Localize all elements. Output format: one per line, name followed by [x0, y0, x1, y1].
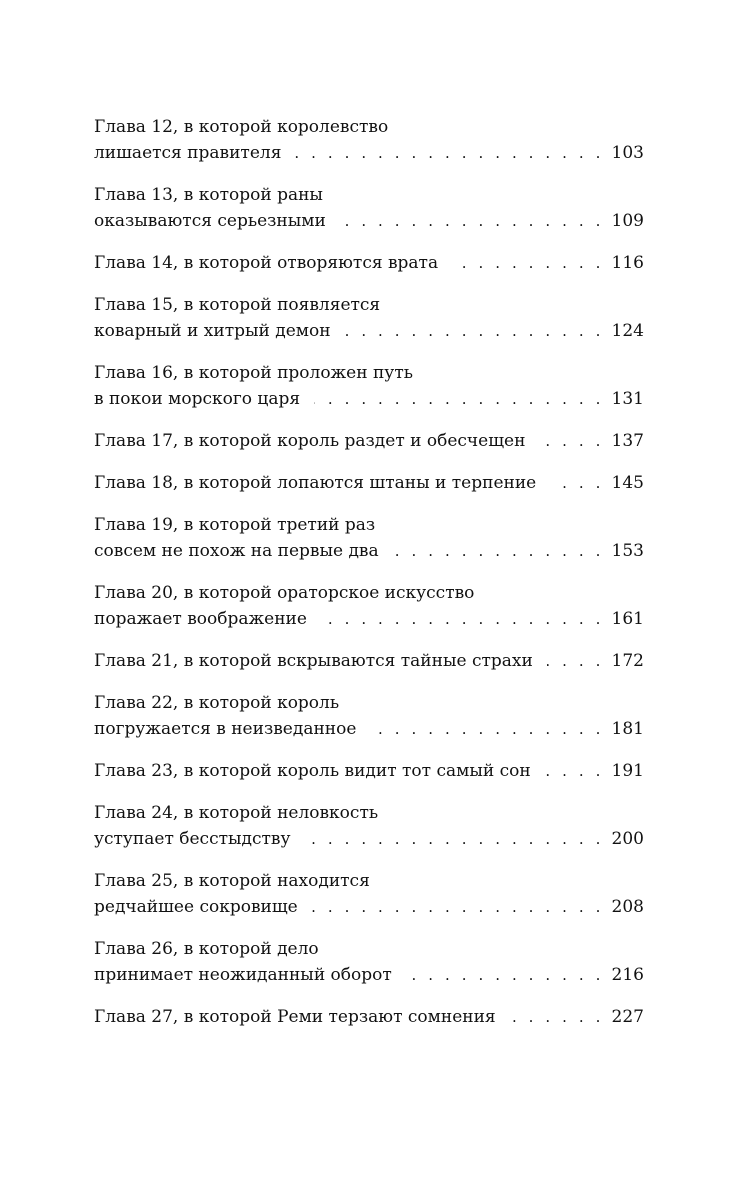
dot-leader — [305, 826, 604, 852]
dot-leader — [452, 250, 604, 276]
toc-entry-last-line — [94, 826, 644, 852]
dot-leader — [539, 428, 604, 454]
dot-leader — [406, 962, 604, 988]
dot-leader — [510, 1004, 604, 1030]
dot-leader — [345, 318, 604, 344]
toc-entry-last-line — [94, 318, 644, 344]
dot-leader — [295, 140, 604, 166]
toc-entry — [94, 292, 644, 344]
toc-entry — [94, 512, 644, 564]
toc-entry-page-number: 208 — [611, 897, 644, 917]
toc-entry-page-number: 172 — [611, 651, 644, 671]
dot-leader — [547, 648, 604, 674]
toc-entry-last-line — [94, 428, 644, 454]
toc-entry-last-line — [94, 962, 644, 988]
toc-entry-page-number: 116 — [611, 253, 644, 273]
toc-entry — [94, 1004, 644, 1030]
toc-entry — [94, 936, 644, 988]
toc-entry-title-line: Глава 20, в которой ораторское искусство — [94, 583, 475, 603]
toc-entry-title-line: Глава 26, в которой дело — [94, 939, 319, 959]
table-of-contents — [94, 114, 644, 1046]
toc-entry-title-line: уступает бесстыдству — [94, 829, 291, 849]
toc-entry-title-line: погружается в неизведанное — [94, 719, 357, 739]
toc-entry — [94, 758, 644, 784]
toc-entry — [94, 360, 644, 412]
toc-entry-page-number: 109 — [611, 211, 644, 231]
dot-leader — [550, 470, 604, 496]
toc-entry-last-line — [94, 648, 644, 674]
toc-entry-title-line: Глава 24, в которой неловкость — [94, 803, 379, 823]
toc-entry-title-line: Глава 15, в которой появляется — [94, 295, 381, 315]
dot-leader — [312, 894, 604, 920]
toc-entry-page-number: 216 — [611, 965, 644, 985]
toc-entry — [94, 428, 644, 454]
toc-entry — [94, 868, 644, 920]
toc-entry-title-line: Глава 19, в которой третий раз — [94, 515, 376, 535]
toc-entry-page-number: 191 — [611, 761, 644, 781]
toc-entry — [94, 182, 644, 234]
toc-entry-page-number: 131 — [611, 389, 644, 409]
dot-leader — [393, 538, 604, 564]
toc-entry-page-number: 227 — [611, 1007, 644, 1027]
toc-entry — [94, 690, 644, 742]
toc-entry — [94, 648, 644, 674]
toc-entry-title-line: в покои морского царя — [94, 389, 301, 409]
toc-entry-page-number: 200 — [611, 829, 644, 849]
toc-entry-title-line: коварный и хитрый демон — [94, 321, 331, 341]
toc-entry-title-line: поражает воображение — [94, 609, 307, 629]
toc-entry-last-line — [94, 538, 644, 564]
toc-entry-title-line: Глава 21, в которой вскрываются тайные страхи — [94, 651, 533, 671]
toc-entry-page-number: 103 — [611, 143, 644, 163]
toc-entry-title-line: Глава 23, в которой король видит тот самый сон — [94, 761, 531, 781]
toc-entry-page-number: 124 — [611, 321, 644, 341]
toc-entry-last-line — [94, 894, 644, 920]
toc-entry-page-number: 137 — [611, 431, 644, 451]
toc-entry-title-line: совсем не похож на первые два — [94, 541, 379, 561]
toc-entry-last-line — [94, 208, 644, 234]
toc-entry-page-number: 181 — [611, 719, 644, 739]
toc-entry-title-line: Глава 14, в которой отворяются врата — [94, 253, 439, 273]
toc-entry-title-line: Глава 25, в которой находится — [94, 871, 370, 891]
toc-entry-page-number: 153 — [611, 541, 644, 561]
toc-entry-title-line: лишается правителя — [94, 143, 282, 163]
toc-entry-title-line: Глава 12, в которой королевство — [94, 117, 389, 137]
toc-entry-last-line — [94, 1004, 644, 1030]
toc-entry-title-line: Глава 18, в которой лопаются штаны и терпение — [94, 473, 537, 493]
dot-leader — [321, 606, 604, 632]
toc-entry-title-line: редчайшее сокровище — [94, 897, 298, 917]
toc-entry — [94, 114, 644, 166]
toc-entry-last-line — [94, 606, 644, 632]
toc-entry-page-number: 161 — [611, 609, 644, 629]
toc-entry — [94, 250, 644, 276]
toc-entry-page-number: 145 — [611, 473, 644, 493]
toc-entry-last-line — [94, 140, 644, 166]
toc-entry-last-line — [94, 386, 644, 412]
toc-entry-title-line: Глава 16, в которой проложен путь — [94, 363, 413, 383]
toc-entry — [94, 800, 644, 852]
toc-entry — [94, 470, 644, 496]
dot-leader — [545, 758, 604, 784]
toc-entry-last-line — [94, 716, 644, 742]
toc-entry-last-line — [94, 250, 644, 276]
toc-entry-last-line — [94, 758, 644, 784]
toc-entry — [94, 580, 644, 632]
dot-leader — [340, 208, 604, 234]
toc-entry-title-line: принимает неожиданный оборот — [94, 965, 392, 985]
toc-entry-title-line: Глава 13, в которой раны — [94, 185, 323, 205]
toc-entry-title-line: Глава 22, в которой король — [94, 693, 340, 713]
dot-leader — [370, 716, 604, 742]
toc-entry-last-line — [94, 470, 644, 496]
dot-leader — [314, 386, 604, 412]
toc-entry-title-line: Глава 17, в которой король раздет и обесчещен — [94, 431, 526, 451]
toc-entry-title-line: Глава 27, в которой Реми терзают сомнения — [94, 1007, 496, 1027]
toc-entry-title-line: оказываются серьезными — [94, 211, 326, 231]
